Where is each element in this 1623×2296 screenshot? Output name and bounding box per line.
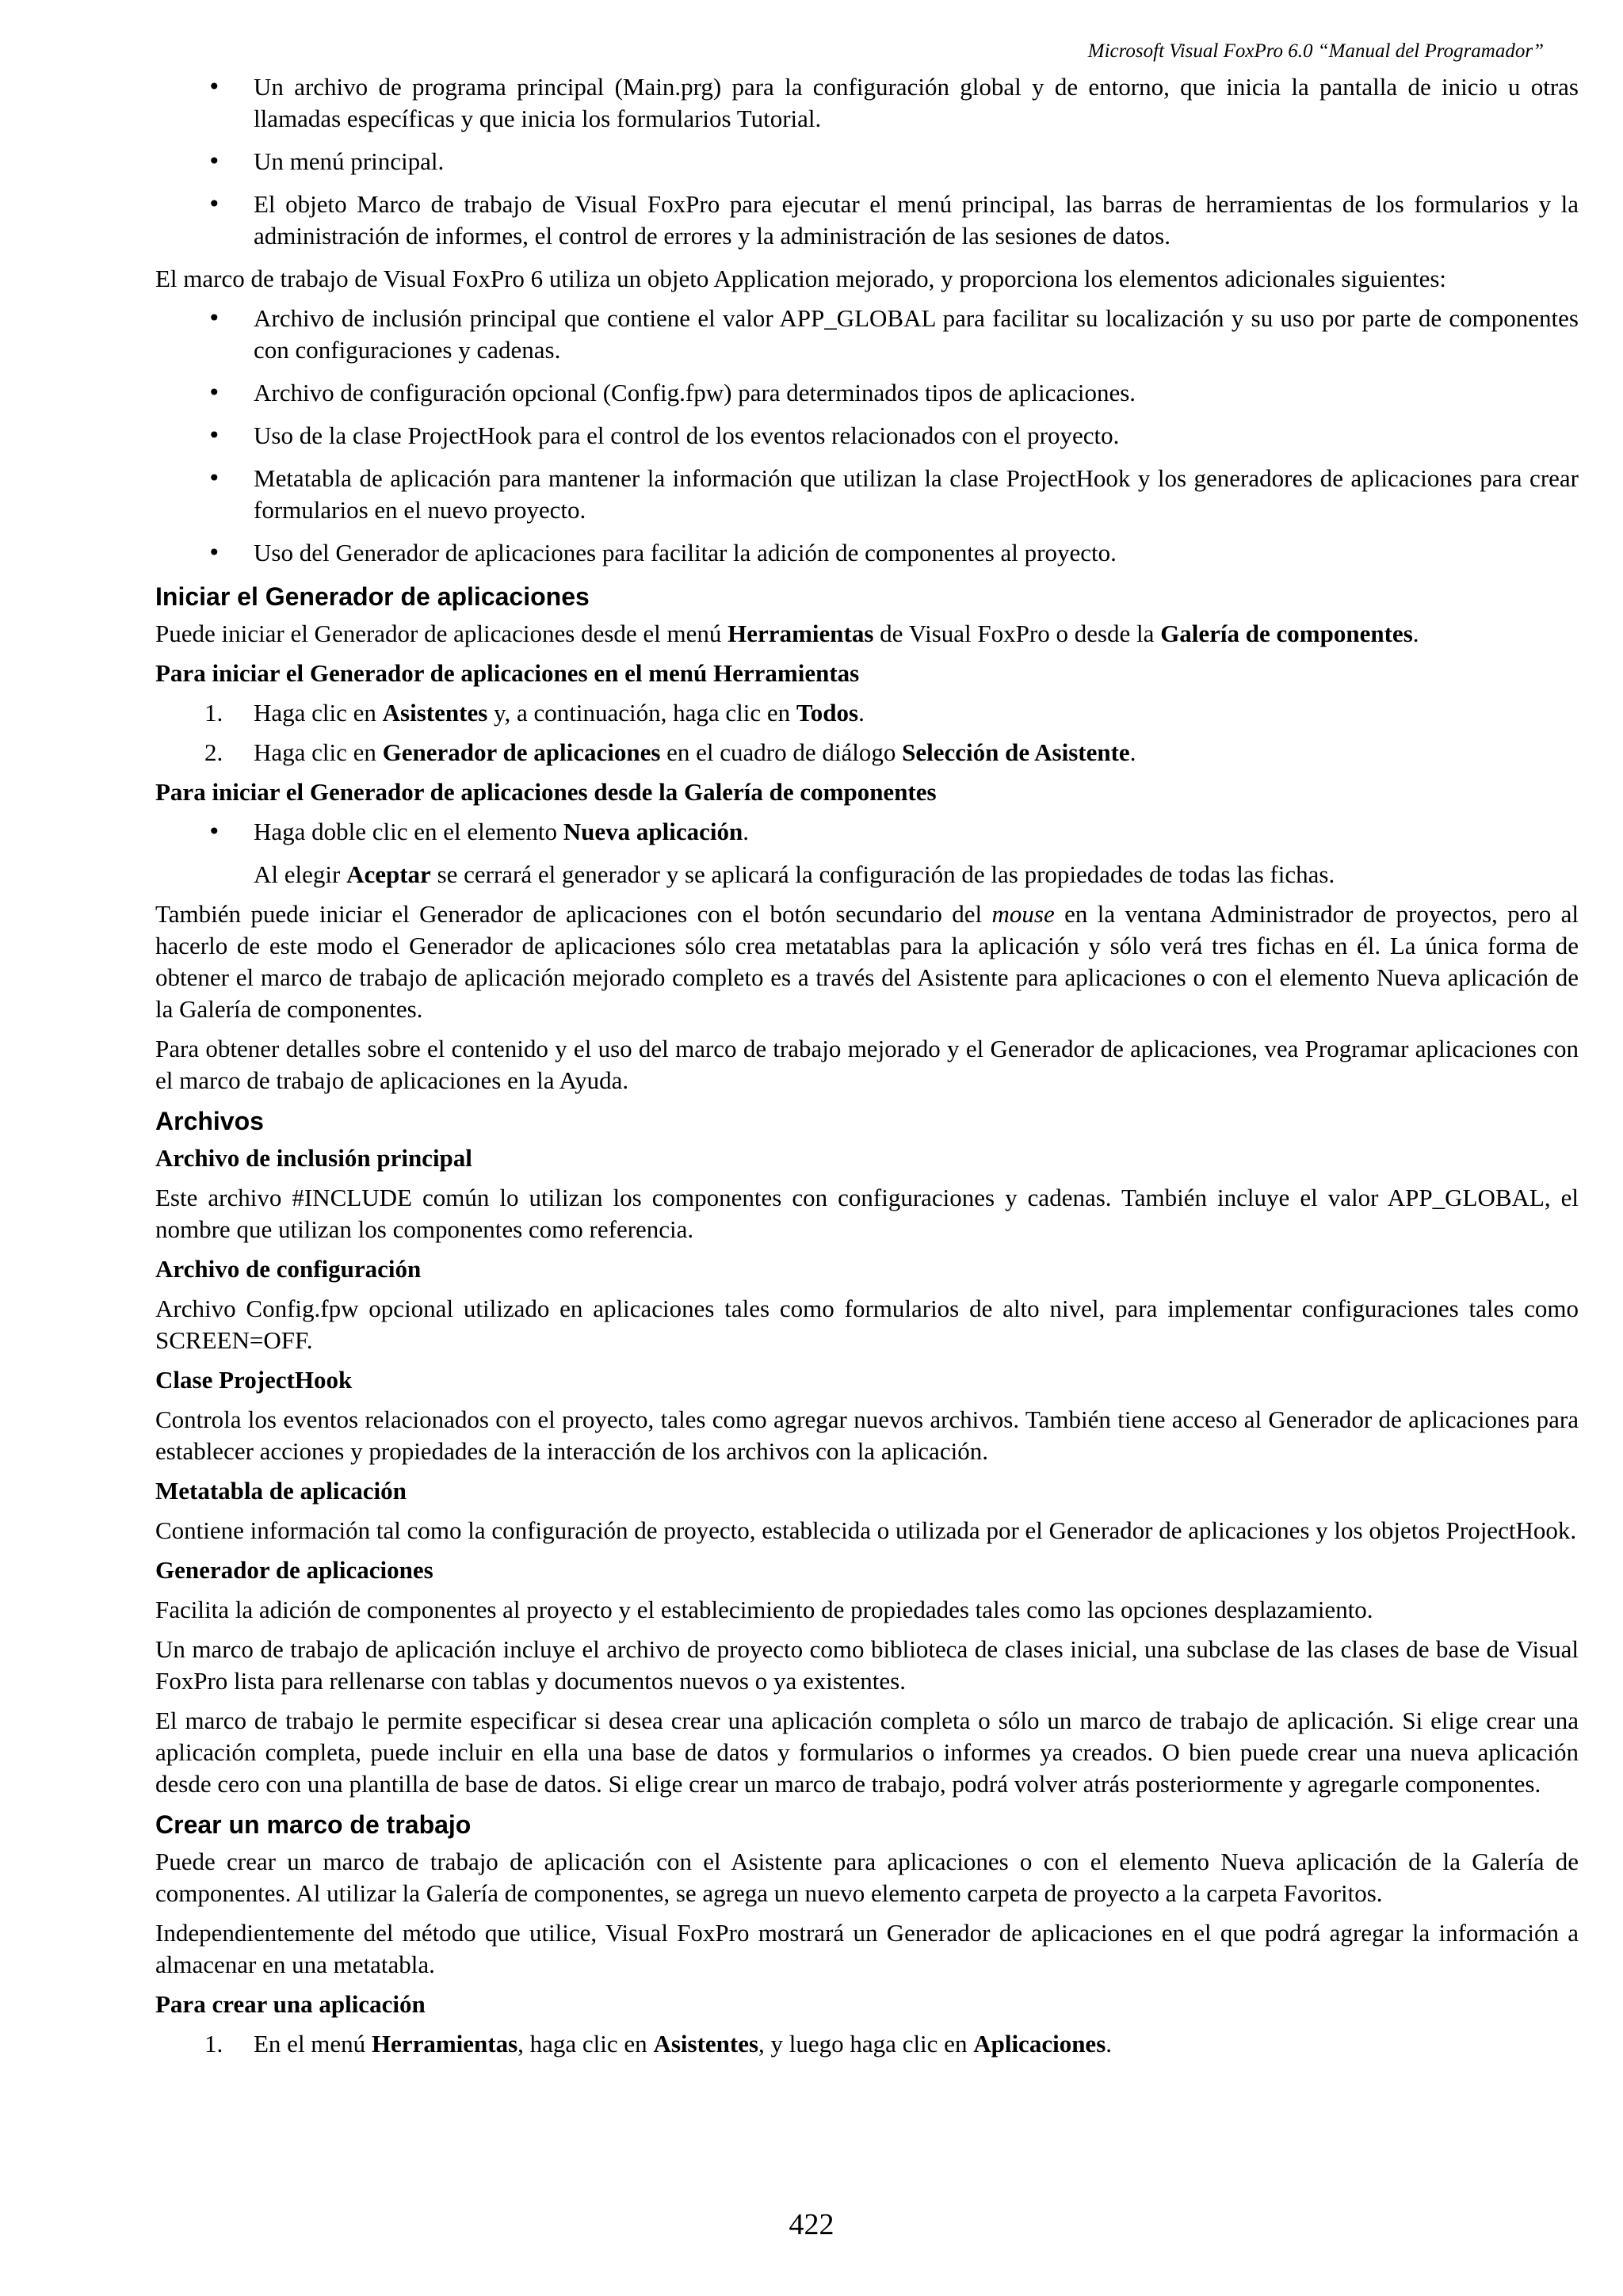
list-item: • Archivo de inclusión principal que contiene el valor APP_GLOBAL para facilitar su localización y su uso por parte de componentes con configuraciones y cadenas. (254, 303, 1579, 366)
list-item: • Archivo de configuración opcional (Config.fpw) para determinados tipos de aplicaciones. (254, 377, 1579, 409)
list-item: • Un menú principal. (254, 146, 1579, 177)
paragraph-config: Archivo Config.fpw opcional utilizado en aplicaciones tales como formularios de alto nivel, para implementar configuraciones tales como SCREEN=OFF. (155, 1295, 1579, 1354)
text-run: . (1106, 2030, 1113, 2058)
ui-term: Aceptar (346, 860, 431, 888)
step-item (204, 697, 1579, 729)
emphasis: mouse (991, 900, 1055, 928)
subheading-builder: Generador de aplicaciones (155, 1556, 433, 1584)
text-run: en el cuadro de diálogo (660, 738, 903, 766)
text-run: . (1129, 738, 1136, 766)
page-content (155, 71, 1579, 2060)
text-run: . (1412, 620, 1419, 647)
subheading-metatable: Metatabla de aplicación (155, 1477, 407, 1505)
text-run: También puede iniciar el Generador de aplicaciones con el botón secundario del (155, 900, 992, 928)
step-item (204, 737, 1579, 769)
text-run: en la ventana Administrador de proyectos, pero al hacerlo de este modo el Generador de aplicaciones sólo crea metatablas para la aplicación y sólo verá tres fichas en él. La única forma de obtener el marco de trabajo de aplicación mejorado completo es a través del Asistente para aplicaciones o con el elemento Nueva aplicación de la Galería de componentes. (155, 900, 1579, 1023)
text-run: . (743, 818, 750, 845)
procedure-title-create-app: Para crear una aplicación (155, 1990, 426, 2018)
step-number: 1. (204, 699, 223, 727)
procedure-title-gallery: Para iniciar el Generador de aplicaciones desde la Galería de componentes (155, 778, 937, 806)
list-item: • El objeto Marco de trabajo de Visual FoxPro para ejecutar el menú principal, las barras de herramientas de los formularios y la administración de informes, el control de errores y la administración de las sesiones de datos. (254, 189, 1579, 252)
paragraph-crear-2: Independientemente del método que utilice, Visual FoxPro mostrará un Generador de aplicaciones en el que podrá agregar la información a almacenar en una metatabla. (155, 1919, 1579, 1978)
ui-term: Herramientas (727, 620, 874, 647)
paragraph-secondary-button (155, 898, 1579, 1025)
paragraph-iniciar-intro (155, 618, 1579, 650)
step-number: 1. (204, 2030, 223, 2058)
paragraph-projecthook: Controla los eventos relacionados con el proyecto, tales como agregar nuevos archivos. También tiene acceso al Generador de aplicaciones para establecer acciones y propiedades de la interacción de los archivos con la aplicación. (155, 1405, 1579, 1465)
paragraph-crear-1: Puede crear un marco de trabajo de aplicación con el Asistente para aplicaciones o con el elemento Nueva aplicación de la Galería de componentes. Al utilizar la Galería de componentes, se agrega un nuevo elemento carpeta de proyecto a la carpeta Favoritos. (155, 1848, 1579, 1907)
paragraph-builder: Facilita la adición de componentes al proyecto y el establecimiento de propiedades tales como las opciones desplazamiento. (155, 1596, 1373, 1623)
text-run: . (858, 699, 865, 727)
paragraph-details: Para obtener detalles sobre el contenido y el uso del marco de trabajo mejorado y el Generador de aplicaciones, vea Programar aplicaciones con el marco de trabajo de aplicaciones en la Ayuda. (155, 1035, 1579, 1094)
ui-term: Nueva aplicación (563, 818, 743, 845)
list-item: • Un archivo de programa principal (Main.prg) para la configuración global y de entorno, que inicia la pantalla de inicio u otras llamadas específicas y que inicia los formularios Tutorial. (254, 71, 1579, 135)
intro-bullet-list (155, 71, 1579, 252)
paragraph-framework6: El marco de trabajo de Visual FoxPro 6 utiliza un objeto Application mejorado, y proporciona los elementos adicionales siguientes: (155, 265, 1446, 292)
ui-term: Todos (796, 699, 859, 727)
paragraph-include: Este archivo #INCLUDE común lo utilizan los componentes con configuraciones y cadenas. También incluye el valor APP_GLOBAL, el nombre que utilizan los componentes como referencia. (155, 1184, 1579, 1243)
ui-term: Generador de aplicaciones (382, 738, 661, 766)
text-run: Haga clic en (254, 699, 383, 727)
ui-term: Galería de componentes (1160, 620, 1413, 647)
step-number: 2. (204, 738, 223, 766)
text-run: Haga clic en (254, 738, 383, 766)
ui-term: Asistentes (653, 2030, 759, 2058)
text-run: Puede iniciar el Generador de aplicaciones desde el menú (155, 620, 728, 647)
step-item (204, 2028, 1579, 2060)
procedure-title-menu: Para iniciar el Generador de aplicaciones en el menú Herramientas (155, 659, 860, 687)
subheading-projecthook: Clase ProjectHook (155, 1366, 353, 1394)
text-run: se cerrará el generador y se aplicará la configuración de las propiedades de todas las fichas. (430, 860, 1335, 888)
ui-term: Herramientas (371, 2030, 518, 2058)
subheading-config: Archivo de configuración (155, 1255, 422, 1283)
paragraph-choice: El marco de trabajo le permite especificar si desea crear una aplicación completa o sólo un marco de trabajo de aplicación. Si elige crear una aplicación completa, puede incluir en ella una base de datos y formularios o informes ya creados. O bien puede crear una nueva aplicación desde cero con una plantilla de base de datos. Si elige crear un marco de trabajo, podrá volver atrás posteriormente y agregarle componentes. (155, 1707, 1579, 1798)
procedure-steps-menu (155, 697, 1579, 769)
text-run: , y luego haga clic en (758, 2030, 974, 2058)
framework-bullet-list (155, 303, 1579, 569)
paragraph-framework: Un marco de trabajo de aplicación incluye el archivo de proyecto como biblioteca de clases inicial, una subclase de las clases de base de Visual FoxPro lista para rellenarse con tablas y documentos nuevos o ya existentes. (155, 1635, 1579, 1695)
ui-term: Aplicaciones (973, 2030, 1106, 2058)
page-number: 422 (789, 2208, 834, 2241)
running-header: Microsoft Visual FoxPro 6.0 “Manual del Programador” (1087, 40, 1544, 62)
text-run: En el menú (254, 2030, 372, 2058)
list-item: • Metatabla de aplicación para mantener la información que utilizan la clase ProjectHook y los generadores de aplicaciones para crear formularios en el nuevo proyecto. (254, 463, 1579, 526)
text-run: , haga clic en (517, 2030, 654, 2058)
ui-term: Asistentes (382, 699, 488, 727)
list-item: • Uso del Generador de aplicaciones para facilitar la adición de componentes al proyecto. (254, 537, 1579, 569)
list-item (254, 816, 1579, 848)
procedure-note (155, 859, 1579, 891)
subheading-include: Archivo de inclusión principal (155, 1144, 472, 1172)
text-run: Al elegir (254, 860, 347, 888)
text-run: de Visual FoxPro o desde la (873, 620, 1161, 647)
ui-term: Selección de Asistente (902, 738, 1130, 766)
text-run: Haga doble clic en el elemento (254, 818, 563, 845)
paragraph-metatable: Contiene información tal como la configuración de proyecto, establecida o utilizada por el Generador de aplicaciones y los objetos ProjectHook. (155, 1516, 1577, 1544)
section-heading-iniciar: Iniciar el Generador de aplicaciones (155, 582, 590, 611)
section-heading-crear: Crear un marco de trabajo (155, 1810, 472, 1839)
list-item: • Uso de la clase ProjectHook para el control de los eventos relacionados con el proyecto. (254, 420, 1579, 452)
procedure-steps-create-app (155, 2028, 1579, 2060)
procedure-steps-gallery (155, 816, 1579, 848)
section-heading-archivos: Archivos (155, 1107, 264, 1135)
text-run: y, a continuación, haga clic en (487, 699, 796, 727)
